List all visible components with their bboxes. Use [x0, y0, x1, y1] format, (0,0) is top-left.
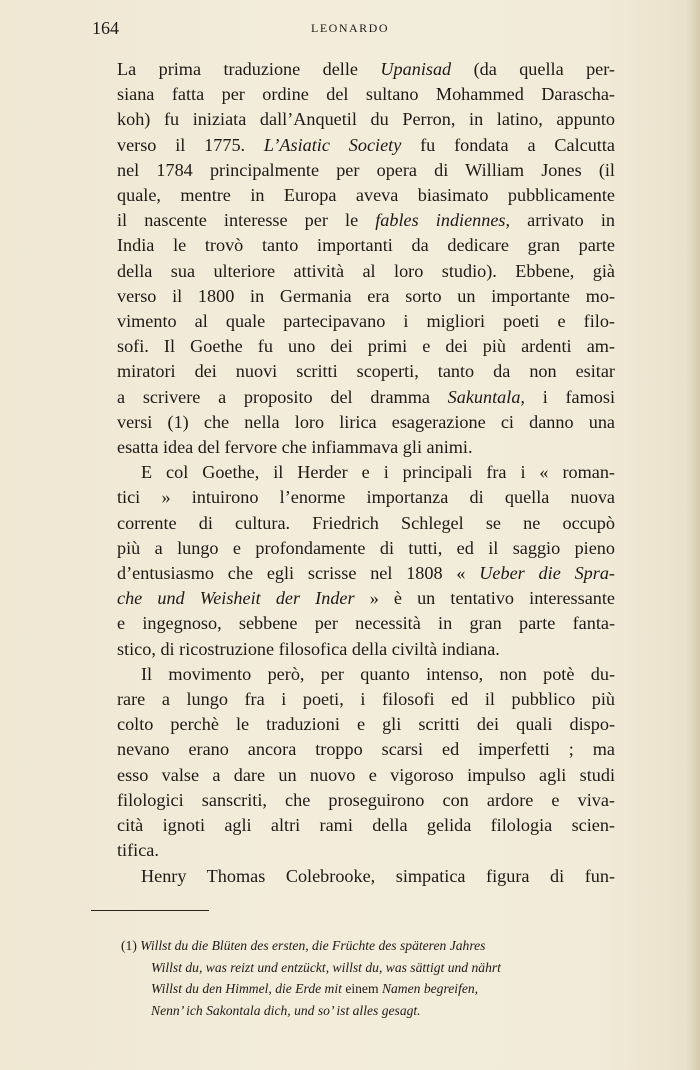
text-line — [117, 57, 615, 82]
italic-text: Sakuntala, — [447, 386, 525, 407]
text-line — [117, 662, 615, 687]
italic-text: che und Weisheit der Inder — [117, 588, 355, 609]
text-run: verso il 1775. — [117, 134, 264, 155]
footnote-separator — [91, 910, 209, 911]
text-run: E col Goethe, il Herder e i principali fra i « roman- — [141, 462, 615, 483]
text-run: più a lungo e profondamente di tutti, ed il saggio pieno — [117, 537, 615, 558]
footnote-line — [121, 1000, 619, 1022]
text-run: (da quella per- — [451, 59, 615, 79]
text-line — [117, 511, 615, 536]
italic-text: fables indiennes, — [375, 210, 511, 231]
page-edge-shadow — [686, 0, 700, 1070]
italic-text: Upanisad — [380, 59, 452, 79]
text-run: rare a lungo fra i poeti, i filosofi ed il pubblico più — [117, 689, 615, 710]
text-run: sofi. Il Goethe fu uno dei primi e dei più ardenti am- — [117, 336, 615, 357]
text-line — [117, 813, 615, 838]
text-run: einem — [341, 981, 382, 997]
text-run: nel 1784 principalmente per opera di William Jones (il — [117, 159, 615, 180]
text-line — [117, 107, 615, 132]
text-run: miratori dei nuovi scritti scoperti, tanto da non esitar — [117, 361, 615, 382]
text-run: tifica. — [117, 840, 159, 861]
text-line — [117, 611, 615, 636]
body-text — [117, 57, 615, 889]
text-run: India le trovò tanto importanti da dedicare gran parte — [117, 235, 615, 256]
text-line — [117, 687, 615, 712]
text-run: colto perchè le traduzioni e gli scritti dei quali dispo- — [117, 714, 615, 735]
text-line — [117, 82, 615, 107]
text-line — [117, 158, 615, 183]
running-head: LEONARDO — [311, 21, 389, 35]
text-line — [117, 359, 615, 384]
text-line — [117, 208, 615, 233]
text-run: corrente di cultura. Friedrich Schlegel se ne occupò — [117, 512, 615, 533]
text-line — [117, 183, 615, 208]
text-line — [117, 435, 615, 460]
text-run: stico, di ricostruzione filosofica della civiltà indiana. — [117, 638, 500, 659]
text-run: il nascente interesse per le — [117, 210, 376, 231]
italic-text: Willst du, was reizt und entzückt, willst du, was sättigt und nährt — [151, 959, 501, 975]
italic-text: L’Asiatic Society — [263, 134, 402, 155]
text-run: i famosi — [524, 386, 616, 407]
text-run: della sua ulteriore attività al loro studio). Ebbene, già — [117, 260, 615, 281]
italic-text: Willst du die Blüten des ersten, die Früchte des späteren Jahres — [140, 938, 486, 953]
text-line — [117, 133, 615, 158]
footnote-line — [121, 978, 619, 1000]
text-run: filologici sanscriti, che proseguirono con ardore e viva- — [117, 789, 615, 810]
text-run: d’entusiasmo che egli scrisse nel 1808 « — [117, 563, 480, 584]
text-line — [117, 309, 615, 334]
text-run: arrivato in — [510, 210, 615, 231]
text-run: nevano erano ancora troppo scarsi ed imperfetti ; ma — [117, 739, 615, 760]
text-line — [117, 637, 615, 662]
footnote-line — [121, 935, 619, 957]
text-run: a scrivere a proposito del dramma — [117, 386, 448, 407]
text-line — [117, 485, 615, 510]
text-line — [117, 233, 615, 258]
text-line — [117, 460, 615, 485]
text-line — [117, 838, 615, 863]
text-run: fu fondata a Calcutta — [401, 134, 615, 155]
text-run: La prima traduzione delle — [117, 59, 381, 79]
text-line — [117, 410, 615, 435]
text-line — [117, 763, 615, 788]
text-line — [117, 788, 615, 813]
footnote — [121, 935, 619, 1022]
footnote-line — [121, 957, 619, 979]
page-header — [0, 18, 700, 40]
text-line — [117, 284, 615, 309]
text-run: » è un tentativo interessante — [354, 588, 615, 609]
text-run: quale, mentre in Europa aveva biasimato pubblicamente — [117, 185, 615, 206]
text-line — [117, 334, 615, 359]
page-number: 164 — [92, 18, 119, 38]
italic-text: Willst du den Himmel, die Erde mit — [151, 981, 342, 997]
text-run: siana fatta per ordine del sultano Mohammed Darascha- — [117, 84, 615, 105]
text-line — [117, 586, 615, 611]
text-run: verso il 1800 in Germania era sorto un importante mo- — [117, 285, 615, 306]
text-run: cità ignoti agli altri rami della gelida filologia scien- — [117, 815, 615, 836]
text-line — [117, 864, 615, 889]
text-run: esatta idea del fervore che infiammava gli animi. — [117, 437, 473, 458]
text-run: tici » intuirono l’enorme importanza di quella nuova — [117, 487, 615, 508]
text-run: (1) — [121, 938, 141, 953]
text-run: Il movimento però, per quanto intenso, non potè du- — [141, 663, 615, 684]
text-run: Henry Thomas Colebrooke, simpatica figura di fun- — [141, 865, 615, 886]
text-line — [117, 712, 615, 737]
italic-text: Nenn’ ich Sakontala dich, und so’ ist alles gesagt. — [151, 1003, 421, 1019]
text-line — [117, 385, 615, 410]
text-line — [117, 561, 615, 586]
text-run: versi (1) che nella loro lirica esagerazione ci danno una — [117, 411, 615, 432]
text-line — [117, 259, 615, 284]
italic-text: Namen begreifen, — [381, 981, 479, 997]
text-line — [117, 536, 615, 561]
italic-text: Ueber die Spra- — [479, 563, 615, 584]
text-run: koh) fu iniziata dall’Anquetil du Perron, in latino, appunto — [117, 109, 615, 130]
text-run: esso valse a dare un nuovo e vigoroso impulso agli studi — [117, 764, 615, 785]
text-run: e ingegnoso, sebbene per necessità in gran parte fanta- — [117, 613, 615, 634]
text-run: vimento al quale partecipavano i migliori poeti e filo- — [117, 311, 615, 332]
text-line — [117, 737, 615, 762]
